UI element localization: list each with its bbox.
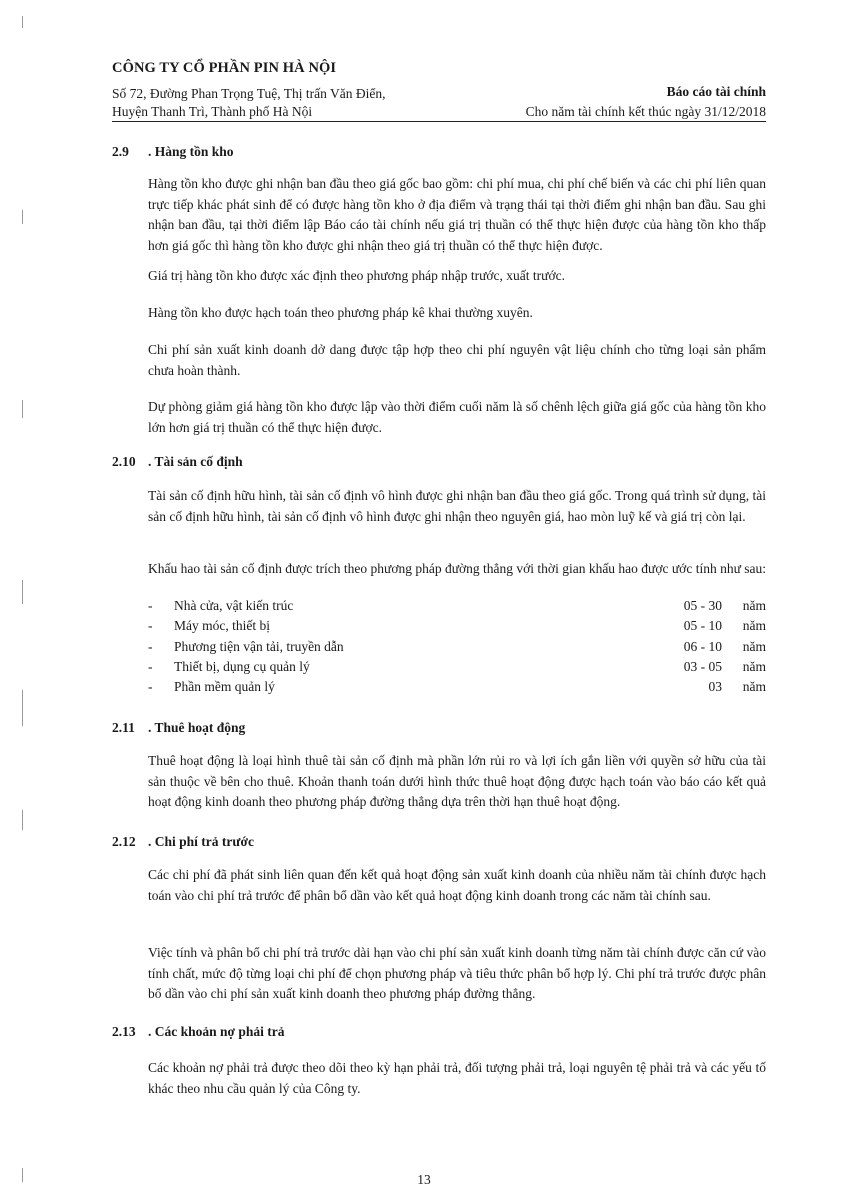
company-address-line1: Số 72, Đường Phan Trọng Tuệ, Thị trấn Văn Điển, [112, 86, 386, 101]
unit: năm [742, 679, 766, 695]
paragraph: Tài sản cố định hữu hình, tài sản cố định vô hình được ghi nhận ban đầu theo giá gốc. Trong quá trình sử dụng, tài sản cố định hữu hình, tài sản cố định vô hình được ghi nhận theo nguyên giá, hao mòn luỹ kế và giá trị còn lại. [148, 488, 766, 524]
report-title: Báo cáo tài chính [666, 84, 766, 99]
paragraph: Chi phí sản xuất kinh doanh dở dang được tập hợp theo chi phí nguyên vật liệu chính cho từng loại sản phẩm chưa hoàn thành. [148, 342, 766, 378]
scan-mark [22, 400, 23, 418]
list-bullet: - [148, 618, 153, 634]
paragraph: Việc tính và phân bổ chi phí trả trước dài hạn vào chi phí sản xuất kinh doanh từng năm tài chính được căn cứ vào tính chất, mức độ từng loại chi phí để chọn phương pháp và tiêu thức phân bổ hợp lý. Chi phí trả trước được phân bổ dần vào chi phí sản xuất kinh doanh theo phương pháp đường thẳng. [148, 945, 766, 1001]
paragraph: Các khoản nợ phải trả được theo dõi theo kỳ hạn phải trả, đối tượng phải trả, loại nguyên tệ phải trả và các yếu tố khác theo nhu cầu quản lý của Công ty. [148, 1060, 766, 1096]
list-bullet: - [148, 598, 153, 613]
scan-mark [22, 810, 23, 830]
company-address-line2: Huyện Thanh Trì, Thành phố Hà Nội [112, 104, 313, 119]
scan-mark [22, 1168, 23, 1182]
list-bullet: - [148, 658, 153, 674]
list-item [148, 659, 766, 679]
list-bullet: - [148, 679, 153, 695]
scan-mark [22, 580, 23, 604]
section-number: 2.10 [112, 454, 136, 469]
section-heading-2-12 [112, 834, 254, 850]
unit: năm [742, 638, 766, 654]
paragraph: Các chi phí đã phát sinh liên quan đến kết quả hoạt động sản xuất kinh doanh của nhiều năm tài chính được hạch toán vào chi phí trả trước để phân bổ dần vào kết quả hoạt động kinh doanh trong các năm tài chính sau. [148, 867, 766, 903]
section-heading-2-10 [112, 454, 243, 470]
depreciation-years: 05 - 10 [683, 618, 722, 634]
list-bullet: - [148, 638, 153, 654]
page-number: 13 [417, 1172, 431, 1187]
header-divider [112, 121, 766, 122]
asset-type: Thiết bị, dụng cụ quản lý [174, 658, 310, 674]
section-title: . Chi phí trả trước [148, 834, 254, 849]
list-item [148, 598, 766, 618]
list-item [148, 679, 766, 699]
asset-type: Máy móc, thiết bị [174, 618, 270, 634]
section-heading-2-13 [112, 1024, 285, 1040]
list-item [148, 639, 766, 659]
section-title: . Thuê hoạt động [148, 720, 246, 735]
paragraph: Hàng tồn kho được hạch toán theo phương pháp kê khai thường xuyên. [148, 305, 533, 320]
section-number: 2.11 [112, 720, 135, 735]
asset-type: Phương tiện vận tải, truyền dẫn [174, 638, 344, 654]
unit: năm [742, 618, 766, 634]
depreciation-years: 03 [708, 679, 722, 695]
scan-mark [22, 690, 23, 726]
paragraph: Hàng tồn kho được ghi nhận ban đầu theo giá gốc bao gồm: chi phí mua, chi phí chế biến và các chi phí liên quan trực tiếp khác phát sinh để có được hàng tồn kho ở địa điểm và trạng thái tại thời điểm ghi nhận ban đầu. Sau ghi nhận ban đầu, tại thời điểm lập Báo cáo tài chính nếu giá trị thuần có thể thực hiện được của hàng tồn kho thấp hơn giá gốc thì hàng tồn kho được ghi nhận theo giá trị thuần có thể thực hiện được. [148, 176, 766, 253]
report-period: Cho năm tài chính kết thúc ngày 31/12/2018 [525, 104, 766, 119]
section-heading-2-11 [112, 720, 245, 736]
unit: năm [742, 658, 766, 674]
paragraph: Dự phòng giảm giá hàng tồn kho được lập vào thời điểm cuối năm là số chênh lệch giữa giá gốc của hàng tồn kho lớn hơn giá trị thuần có thể thực hiện được. [148, 399, 766, 435]
section-heading-2-9 [112, 144, 234, 160]
section-number: 2.9 [112, 144, 129, 159]
depreciation-years: 06 - 10 [683, 638, 722, 654]
section-title: . Hàng tồn kho [148, 144, 234, 159]
list-item [148, 618, 766, 638]
depreciation-list [148, 598, 766, 699]
depreciation-years: 05 - 30 [683, 598, 722, 613]
paragraph: Thuê hoạt động là loại hình thuê tài sản cố định mà phần lớn rủi ro và lợi ích gắn liền với quyền sở hữu của tài sản thuộc về bên cho thuê. Khoản thanh toán dưới hình thức thuê hoạt động được hạch toán vào báo cáo kết quả hoạt động kinh doanh theo phương pháp đường thẳng dựa trên thời hạn thuê hoạt động. [148, 753, 766, 809]
section-number: 2.13 [112, 1024, 136, 1039]
depreciation-years: 03 - 05 [683, 658, 722, 674]
company-name: CÔNG TY CỔ PHẦN PIN HÀ NỘI [112, 60, 337, 76]
scan-mark [22, 16, 23, 28]
paragraph: Giá trị hàng tồn kho được xác định theo phương pháp nhập trước, xuất trước. [148, 268, 565, 283]
section-title: . Tài sản cố định [148, 454, 243, 469]
section-number: 2.12 [112, 834, 136, 849]
section-title: . Các khoản nợ phải trả [148, 1024, 285, 1039]
asset-type: Nhà cửa, vật kiến trúc [174, 598, 294, 613]
paragraph: Khấu hao tài sản cố định được trích theo phương pháp đường thẳng với thời gian khấu hao được ước tính như sau: [148, 561, 767, 576]
unit: năm [742, 598, 766, 613]
asset-type: Phần mềm quản lý [174, 679, 275, 695]
scan-mark [22, 210, 23, 224]
